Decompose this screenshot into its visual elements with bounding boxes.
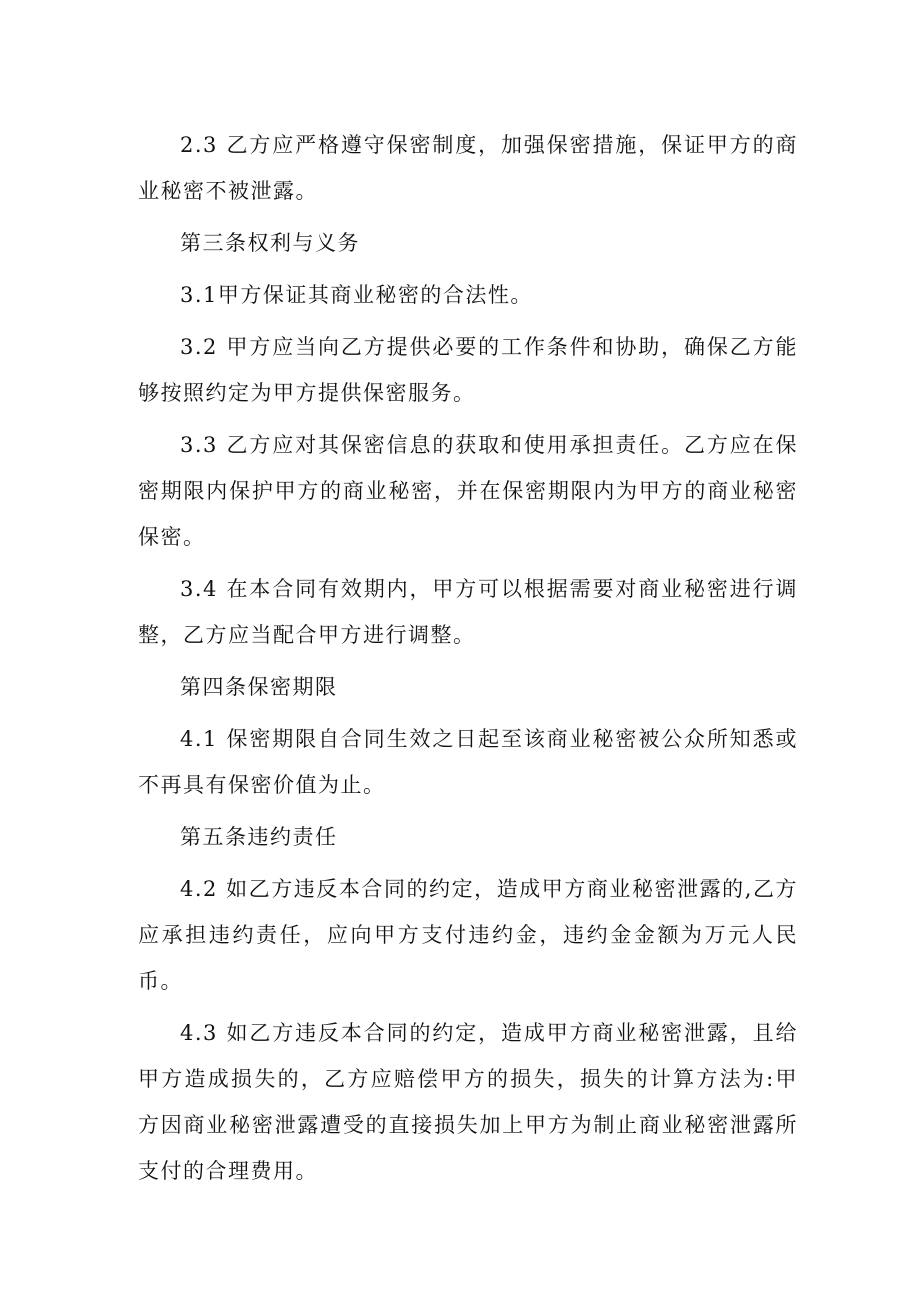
paragraph-4-2: 4.2 如乙方违反本合同的约定，造成甲方商业秘密泄露的,乙方应承担违约责任，应向甲方支付违约金，违约金金额为万元人民币。 xyxy=(138,877,798,993)
paragraph-2-3: 2.3 乙方应严格遵守保密制度，加强保密措施，保证甲方的商业秘密不被泄露。 xyxy=(138,133,798,203)
document-body xyxy=(138,122,798,1200)
paragraph-3-4: 3.4 在本合同有效期内，甲方可以根据需要对商业秘密进行调整，乙方应当配合甲方进行调整。 xyxy=(138,577,798,647)
paragraph-3-1: 3.1甲方保证其商业秘密的合法性。 xyxy=(180,283,533,307)
paragraph-4-3: 4.3 如乙方违反本合同的约定，造成甲方商业秘密泄露，且给甲方造成损失的，乙方应赔偿甲方的损失，损失的计算方法为:甲方因商业秘密泄露遭受的直接损失加上甲方为制止商业秘密泄露所支付的合理费用。 xyxy=(138,1021,798,1183)
heading-article-4: 第四条保密期限 xyxy=(180,675,338,699)
paragraph-4-1: 4.1 保密期限自合同生效之日起至该商业秘密被公众所知悉或不再具有保密价值为止。 xyxy=(138,727,798,797)
paragraph-3-2: 3.2 甲方应当向乙方提供必要的工作条件和协助，确保乙方能够按照约定为甲方提供保密服务。 xyxy=(138,335,798,405)
heading-article-3: 第三条权利与义务 xyxy=(180,231,360,255)
heading-article-5: 第五条违约责任 xyxy=(180,825,338,849)
paragraph-3-3: 3.3 乙方应对其保密信息的获取和使用承担责任。乙方应在保密期限内保护甲方的商业秘密，并在保密期限内为甲方的商业秘密保密。 xyxy=(138,433,798,549)
